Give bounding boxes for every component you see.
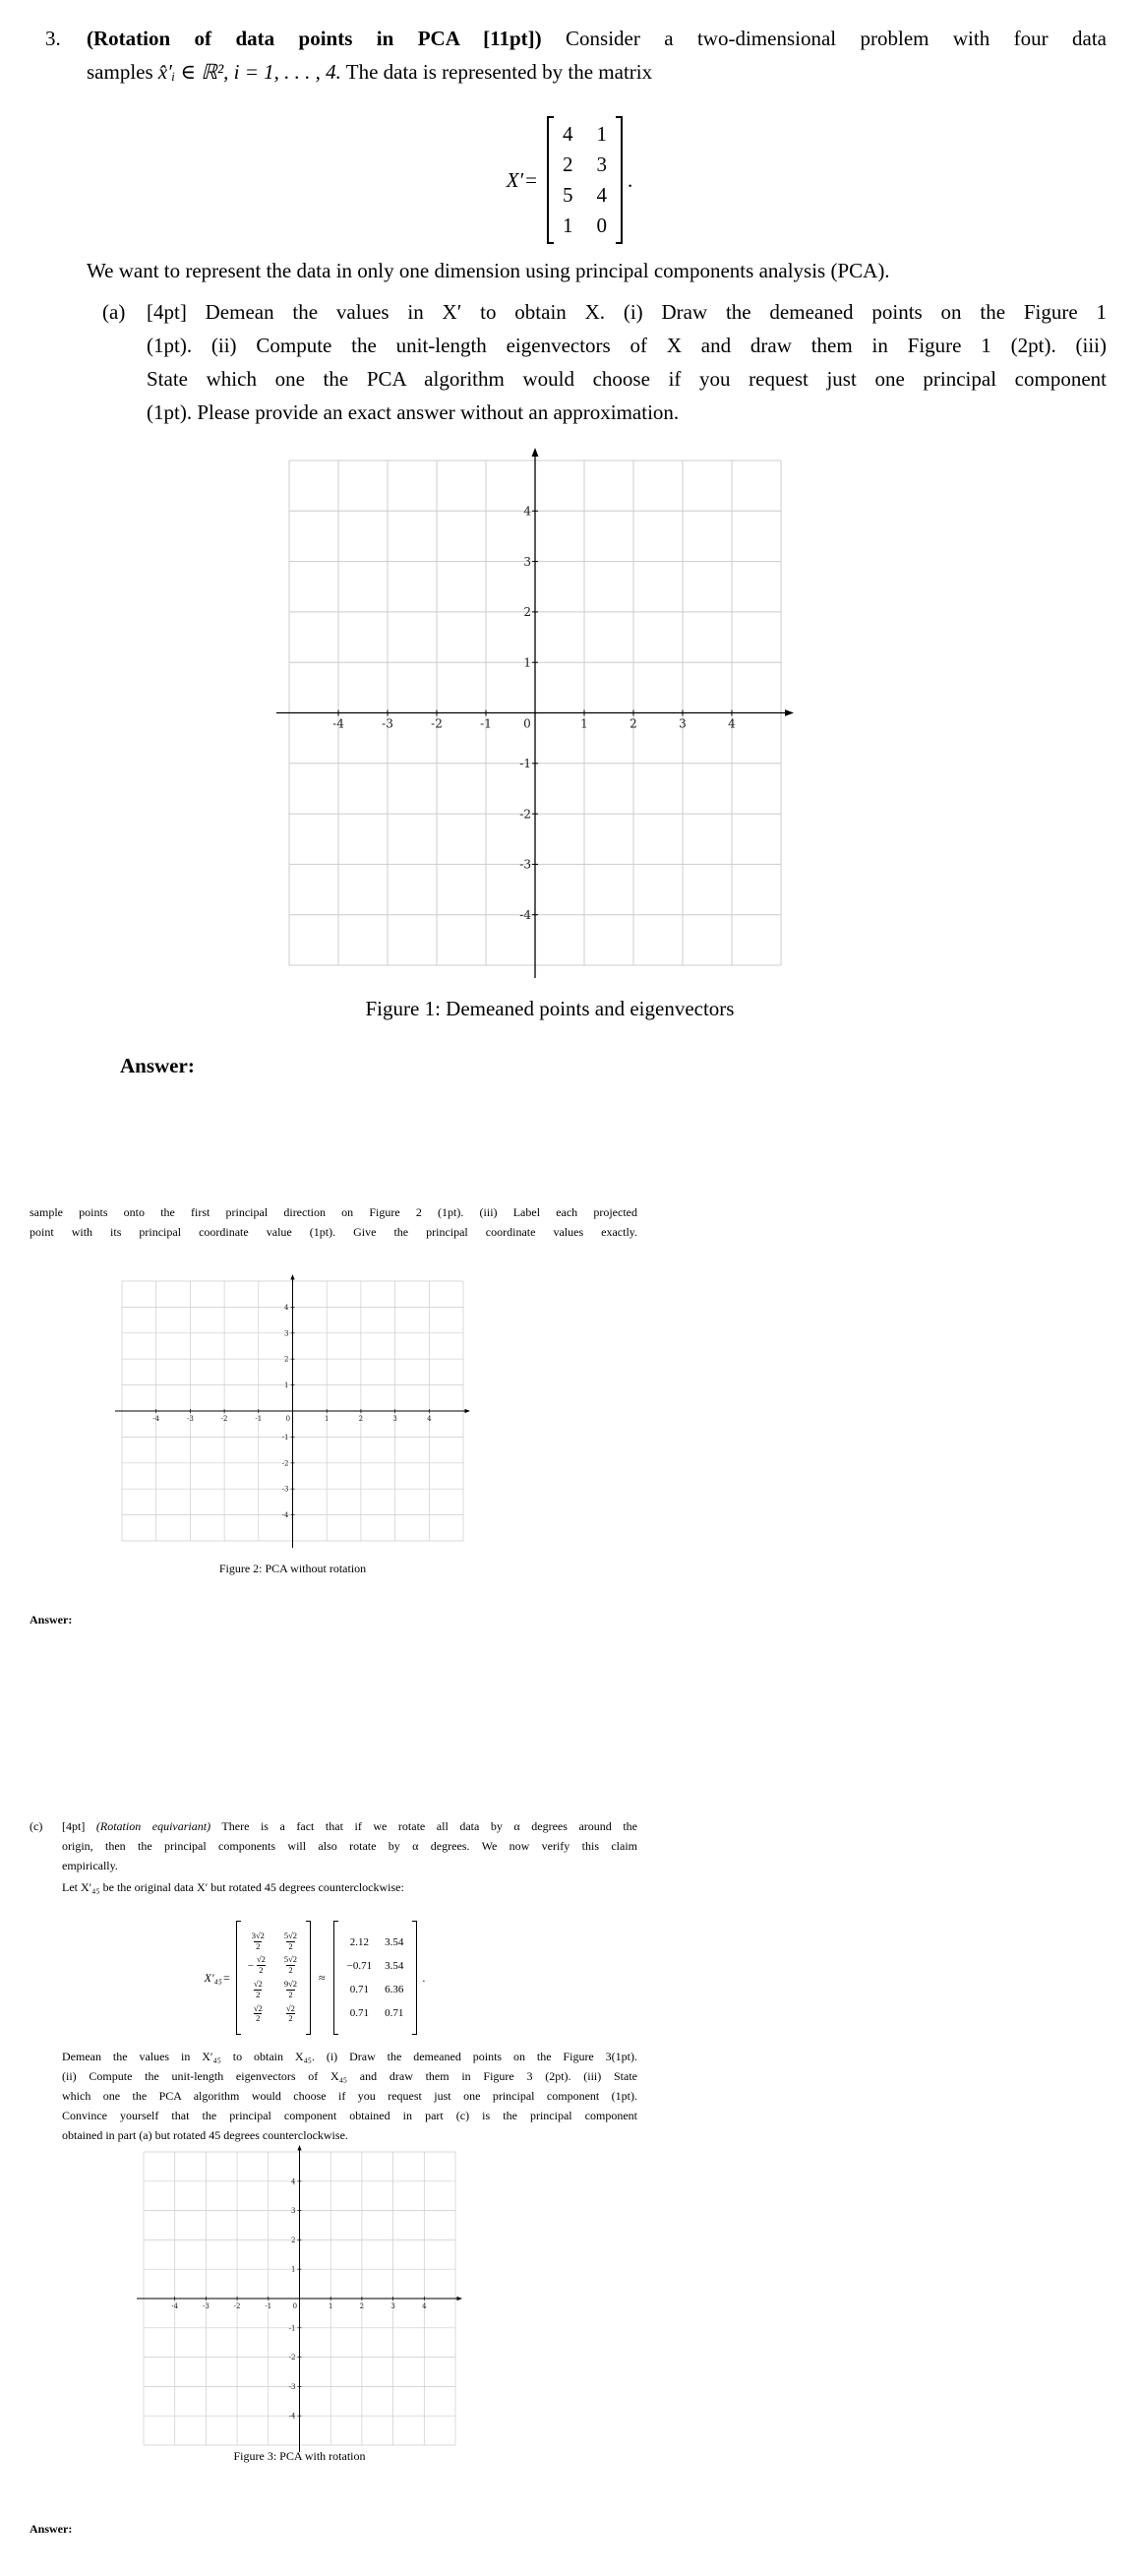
part-c-after-line: which one the PCA algorithm would choose if you request just one principal component (1pt). [62, 2089, 637, 2103]
x-tick-label: 3 [390, 2302, 395, 2310]
y-tick-label: 1 [523, 655, 531, 670]
answer-c-label: Answer: [30, 2522, 73, 2536]
figure3-grid [128, 2136, 471, 2466]
part-c-after-line: Demean the values in X′₄₅ to obtain X₄₅. (i) Draw the demeaned points on the Figure 3(1pt). [62, 2050, 637, 2063]
x-tick-label: 0 [285, 1415, 291, 1423]
part-c-after-line: (ii) Compute the unit-length eigenvectors of X₄₅ and draw them in Figure 3 (2pt). (iii) State [62, 2069, 637, 2083]
y-axis-arrowhead [297, 2145, 301, 2151]
y-tick-label: -1 [288, 2324, 296, 2333]
figure1-caption: Figure 1: Demeaned points and eigenvectors [365, 997, 735, 1020]
x-tick-label: 2 [359, 2302, 365, 2310]
matrix-x-prime-symbol: X′ [506, 167, 524, 192]
matrix-entry: 3.54 [385, 1936, 404, 1948]
part-c-line1-rest: There is a fact that if we rotate all data by α degrees around the [210, 1819, 637, 1833]
matrix-entry: 0.71 [385, 2007, 404, 2019]
figure1-grid [264, 435, 807, 996]
right-bracket [412, 1921, 417, 2035]
left-bracket [547, 116, 554, 244]
matrix-entry: 2.12 [349, 1936, 369, 1948]
x-axis-arrowhead [465, 1409, 471, 1413]
problem-statement [45, 22, 1108, 89]
x-tick-label: 4 [728, 716, 736, 731]
matrix-entry: 0.71 [349, 2007, 369, 2019]
y-tick-label: 2 [284, 1355, 289, 1364]
part-b-text [30, 1202, 637, 1242]
y-tick-label: -4 [281, 1511, 289, 1520]
part-c-let-line: Let X′₄₅ be the original data X′ but rotated 45 degrees counterclockwise: [62, 1880, 404, 1894]
part-c-after-line: Convince yourself that the principal component obtained in part (c) is the principal component [62, 2109, 637, 2122]
answer-b-label: Answer: [30, 1613, 73, 1626]
matrix-entry: 1 [563, 214, 573, 237]
part-a [102, 295, 1108, 429]
matrix-entry: $\frac{3√2}{2}$ [251, 1930, 265, 1951]
part-c-line: origin, then the principal components will also rotate by α degrees. We now verify this claim [62, 1839, 637, 1853]
answer-a-label: Answer: [120, 1054, 195, 1077]
x-tick-label: 0 [523, 716, 531, 731]
x-tick-label: 4 [422, 2302, 427, 2310]
figure2-grid [106, 1265, 479, 1562]
y-tick-label: 3 [523, 554, 531, 569]
part-b-line: point with its principal coordinate value (1pt). Give the principal coordinate values exactly. [30, 1225, 637, 1239]
problem-number: 3. [45, 27, 61, 50]
part-c-after-line: obtained in part (a) but rotated 45 degrees counterclockwise. [62, 2128, 348, 2142]
problem-line2-post: The data is represented by the matrix [340, 60, 653, 84]
y-tick-label: -3 [519, 857, 531, 872]
matrix-x45-exact-entries [241, 1927, 306, 2029]
figure3-caption: Figure 3: PCA with rotation [233, 2449, 366, 2463]
x-tick-label: -1 [255, 1415, 263, 1423]
matrix-x45 [118, 1921, 511, 2035]
y-tick-label: 3 [291, 2207, 296, 2216]
x-axis-arrowhead [457, 2297, 463, 2300]
part-c-tag: [4pt] [62, 1819, 96, 1833]
y-axis-arrowhead [532, 448, 539, 457]
y-tick-label: 1 [291, 2265, 296, 2274]
matrix-entry: $\frac{√2}{2}$ [253, 2002, 263, 2024]
matrix-entry: $\frac{5√2}{2}$ [283, 1930, 298, 1951]
matrix-entry: 0 [596, 214, 607, 237]
y-tick-label: 4 [291, 2177, 296, 2186]
part-a-line: State which one the PCA algorithm would choose if you request just one principal component [147, 367, 1107, 391]
matrix-x-prime-equals: = [525, 167, 537, 192]
right-bracket [616, 116, 623, 244]
y-tick-label: -2 [288, 2354, 296, 2362]
matrix-entry: $\frac{9√2}{2}$ [283, 1979, 298, 1999]
matrix-entry: 4 [596, 183, 607, 207]
x-tick-label: 4 [427, 1415, 432, 1423]
matrix-entry: $\frac{√2}{2}$ [286, 2002, 295, 2024]
part-a-line: (1pt). (ii) Compute the unit-length eigenvectors of X and draw them in Figure 1 (2pt). (iii) [147, 334, 1107, 357]
x-tick-label: -4 [152, 1415, 160, 1423]
part-c [30, 1816, 637, 1875]
x-tick-label: 3 [392, 1415, 397, 1423]
part-c-emph: (Rotation equivariant) [95, 1819, 211, 1833]
axes [137, 2145, 462, 2452]
y-tick-label: -4 [288, 2412, 296, 2421]
x-tick-label: -2 [233, 2302, 241, 2310]
part-c-line: empirically. [62, 1859, 118, 1872]
y-tick-label: -1 [281, 1433, 289, 1441]
part-c-label: (c) [30, 1819, 43, 1833]
y-tick-label: 2 [291, 2236, 296, 2244]
problem-line1-rest: Consider a two-dimensional problem with four data [541, 27, 1107, 50]
matrix-entry: 4 [563, 122, 573, 146]
x-tick-label: 1 [328, 2302, 333, 2310]
matrix-entry: − $\frac{√2}{2}$ [247, 1954, 266, 1976]
matrix-x-prime-entries [554, 116, 616, 244]
figure2-plot [106, 1265, 479, 1557]
pca-sentence: We want to represent the data in only one dimension using principal components analysis (PCA). [87, 259, 890, 282]
problem-line2-pre: samples [87, 60, 158, 84]
part-c-line [62, 1816, 637, 1836]
matrix-entry: −0.71 [346, 1960, 373, 1972]
axes [276, 448, 794, 978]
y-tick-label: -1 [519, 757, 531, 771]
y-tick-label: -3 [281, 1485, 289, 1494]
right-bracket [306, 1921, 311, 2035]
matrix-entry: 6.36 [385, 1984, 404, 1995]
x-tick-label: 0 [292, 2302, 298, 2310]
x-tick-label: 1 [580, 716, 588, 731]
problem-line-2 [87, 55, 1107, 89]
matrix-period: . [628, 167, 633, 192]
y-tick-label: -4 [519, 908, 531, 923]
matrix-entry: 1 [596, 122, 607, 146]
matrix-entry: 3 [596, 153, 607, 176]
x-tick-label: -1 [265, 2302, 272, 2310]
matrix-x45-symbol: X′₄₅ [204, 1970, 222, 1985]
x-tick-label: -1 [480, 716, 492, 731]
problem-line-1 [87, 22, 1107, 55]
y-tick-label: 4 [284, 1303, 289, 1312]
matrix-x45-approx-entries [338, 1921, 413, 2035]
approx-symbol: ≈ [319, 1970, 326, 1985]
part-c-after-text [62, 2047, 637, 2145]
part-a-line: (1pt). Please provide an exact answer without an approximation. [147, 400, 680, 424]
x-tick-label: 3 [679, 716, 687, 731]
matrix-entry: $\frac{√2}{2}$ [253, 1979, 263, 1999]
problem-title: (Rotation of data points in PCA [11pt]) [87, 27, 542, 50]
x-axis-arrowhead [785, 709, 794, 716]
matrix-entry: 2 [563, 153, 573, 176]
x-tick-label: -4 [332, 716, 344, 731]
y-tick-label: 2 [523, 605, 531, 620]
part-a-label: (a) [102, 300, 126, 324]
problem-line2-math: x̂′ᵢ ∈ ℝ², i = 1, . . . , 4. [157, 60, 341, 84]
x-tick-label: 2 [629, 716, 637, 731]
y-tick-label: -2 [281, 1459, 289, 1468]
matrix-entry: 5 [563, 183, 573, 207]
matrix-entry: $\frac{5√2}{2}$ [283, 1954, 298, 1976]
y-tick-label: 3 [284, 1329, 289, 1338]
figure1-plot [264, 435, 807, 991]
x-tick-label: -4 [171, 2302, 179, 2310]
x-tick-label: -3 [382, 716, 393, 731]
matrix-entry: 0.71 [349, 1984, 369, 1995]
matrix-x45-equals: = [222, 1970, 230, 1985]
x-tick-label: -3 [186, 1415, 194, 1423]
y-axis-arrowhead [290, 1274, 294, 1280]
matrix-period: . [422, 1970, 426, 1985]
part-b-line: sample points onto the first principal direction on Figure 2 (1pt). (iii) Label each projected [30, 1205, 637, 1219]
y-tick-label: -2 [519, 807, 531, 822]
axes [115, 1274, 470, 1548]
x-tick-label: -3 [202, 2302, 210, 2310]
x-tick-label: 1 [324, 1415, 330, 1423]
y-tick-label: 4 [523, 504, 531, 519]
part-a-line: [4pt] Demean the values in X′ to obtain X. (i) Draw the demeaned points on the Figure 1 [147, 300, 1107, 324]
x-tick-label: -2 [431, 716, 443, 731]
y-tick-label: -3 [288, 2382, 296, 2391]
x-tick-label: 2 [358, 1415, 364, 1423]
matrix-entry: 3.54 [385, 1960, 404, 1972]
y-tick-label: 1 [284, 1381, 289, 1390]
figure2-caption: Figure 2: PCA without rotation [218, 1562, 367, 1575]
figure3-plot [128, 2136, 471, 2461]
matrix-x-prime [14, 116, 1125, 244]
x-tick-label: -2 [220, 1415, 228, 1423]
